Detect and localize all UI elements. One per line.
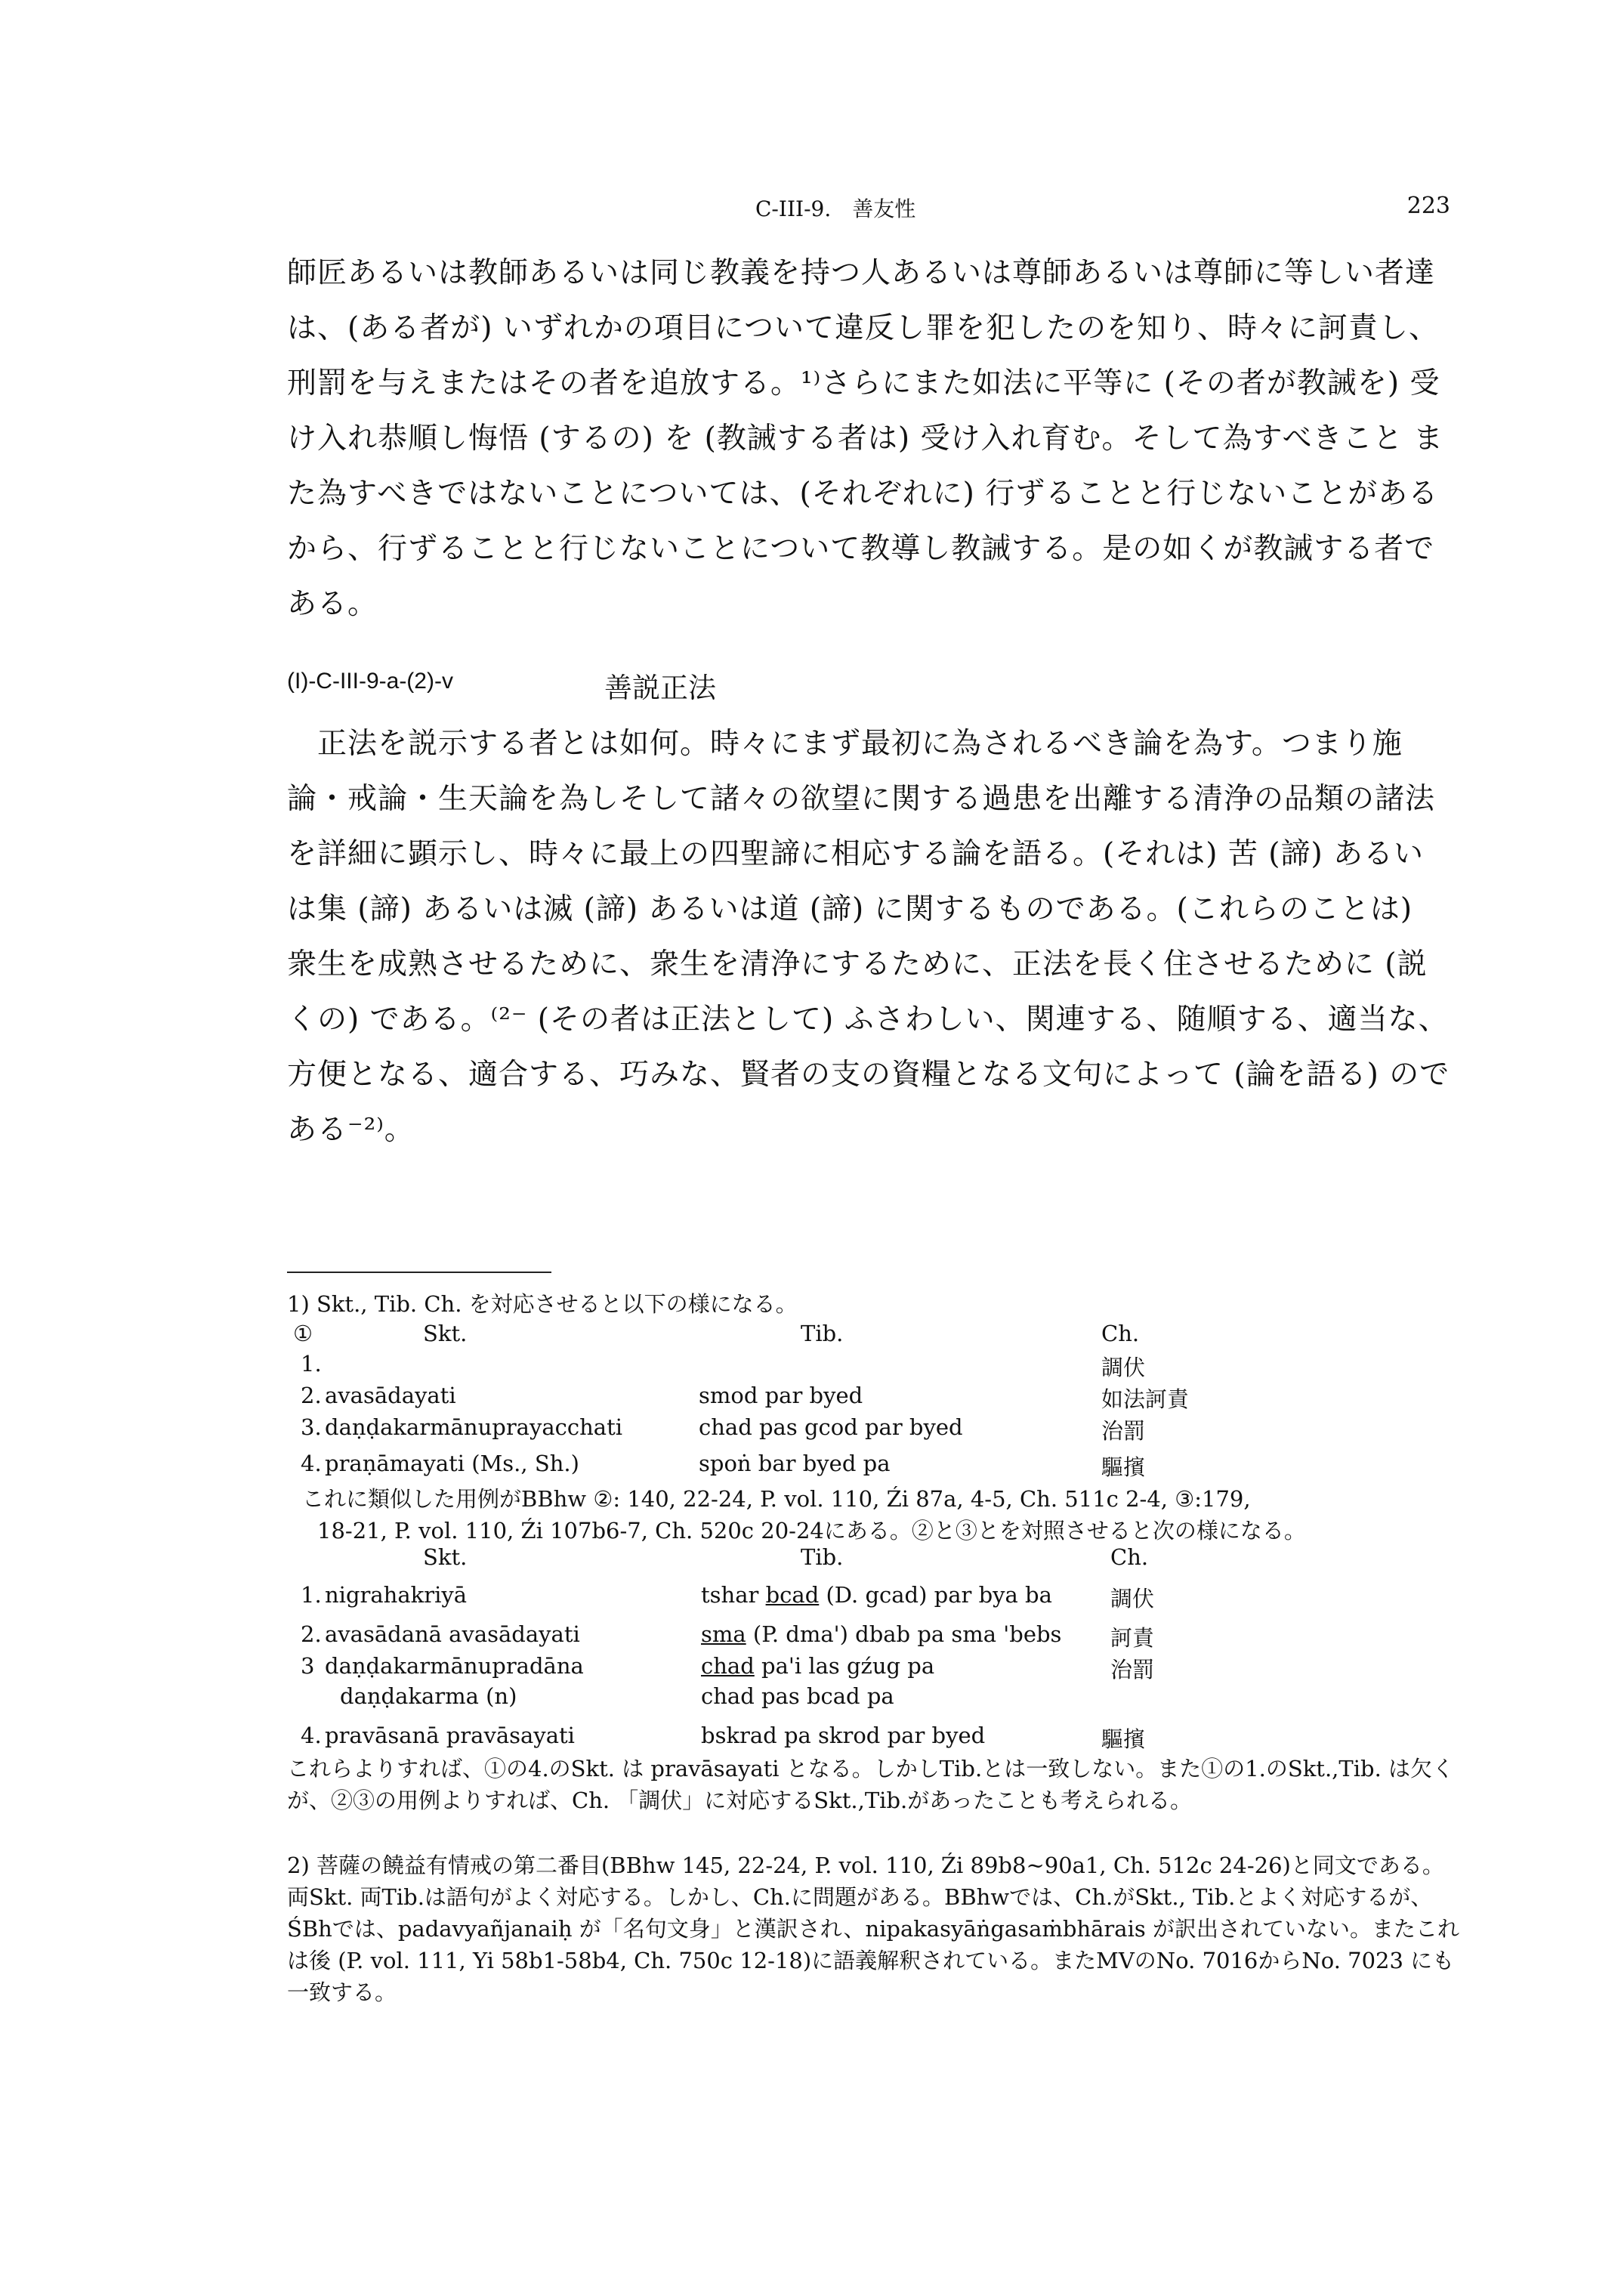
- table2-row: [287, 1683, 1465, 1714]
- tib-underlined: sma: [701, 1621, 746, 1647]
- table1-header-skt: Skt.: [423, 1321, 468, 1346]
- row-tib: [701, 1582, 1052, 1608]
- footnote-2: 2) 菩薩の饒益有情戒の第二番目(BBhw 145, 22-24, P. vol. 110, Źi 89b8~90a1, Ch. 512c 24-26)と同文である。両Skt. 両Tib.は語句がよく対応する。しかし、Ch.に問題がある。BBhwでは、Ch.がSkt., Tib.とよく対応するが、ŚBhでは、padavyañjanaiḥ が「名句文身」と漢訳され、nipakasyāṅgasaṁbhārais が訳出されていない。またこれは後 (P. vol. 111, Yi 58b1-58b4, Ch. 750c 12-18)に語義解釈されている。またMVのNo. 7016からNo. 7023 にも一致する。: [287, 1853, 1459, 2005]
- row-skt: daṇḍakarma (n): [340, 1683, 517, 1709]
- section-code: (I)-C-III-9-a-(2)-v: [287, 669, 453, 694]
- page-number: 223: [1406, 193, 1450, 219]
- tib-pre: chad pas bcad pa: [701, 1683, 894, 1709]
- tib-underlined: chad: [701, 1653, 755, 1679]
- page-header: [287, 193, 1450, 223]
- row-ch: 調伏: [1110, 1586, 1155, 1612]
- table1-row: [287, 1383, 1465, 1413]
- row-num: 2.: [301, 1621, 322, 1647]
- row-tib: [701, 1723, 985, 1748]
- row-num: 2.: [301, 1383, 322, 1408]
- row-ch: 驅擯: [1101, 1454, 1146, 1480]
- tib-post: (P. dma') dbab pa sma 'bebs: [746, 1621, 1062, 1647]
- row-skt: avasādayati: [325, 1383, 456, 1408]
- paragraph-1: 師匠あるいは教師あるいは同じ教義を持つ人あるいは尊師あるいは尊師に等しい者達は、(ある者が) いずれかの項目について違反し罪を犯したのを知り、時々に訶責し、刑罰を与えまたはその者を追放する。¹⁾さらにまた如法に平等に (その者が教誡を) 受け入れ恭順し悔悟 (するの) を (教誡する者は) 受け入れ育む。そして為すべきこと また為すべきではないことについては、(それぞれに) 行ずることと行じないことがあるから、行ずることと行じないことについて教導し教誡する。是の如くが教誡する者である。: [287, 256, 1444, 621]
- row-num: 4.: [301, 1451, 322, 1476]
- row-tib: [701, 1621, 1061, 1647]
- table1-header: [287, 1321, 1465, 1351]
- row-num: 4.: [301, 1723, 322, 1748]
- table2-row: [287, 1723, 1465, 1753]
- running-title: C-III-9. 善友性: [755, 196, 916, 221]
- footnote-1-title: 1) Skt., Tib. Ch. を対応させると以下の様になる。: [287, 1291, 798, 1317]
- paragraph-2: 正法を説示する者とは如何。時々にまず最初に為されるべき論を為す。つまり施論・戒論・生天論を為しそして諸々の欲望に関する過患を出離する清浄の品類の諸法を詳細に顕示し、時々に最上の四聖諦に相応する論を語る。(それは) 苦 (諦) あるいは集 (諦) あるいは滅 (諦) あるいは道 (諦) に関するものである。(これらのことは) 衆生を成熟させるために、衆生を清浄にするために、正法を長く住させるために (説くの) である。⁽²⁻ (その者は正法として) ふさわしい、関連する、随順する、適当な、方便となる、適合する、巧みな、賢者の支の資糧となる文句によって (論を語る) のである⁻²⁾。: [287, 727, 1450, 1147]
- tib-post: (D. gcad) par bya ba: [819, 1582, 1052, 1608]
- section-title: 善説正法: [604, 672, 716, 704]
- table2-row: [287, 1621, 1465, 1652]
- row-ch: 治罰: [1101, 1418, 1146, 1444]
- table1-header-tib: Tib.: [801, 1321, 844, 1346]
- row-tib: [701, 1653, 934, 1679]
- row-skt: praṇāmayati (Ms., Sh.): [325, 1451, 579, 1476]
- table1-mark: ①: [293, 1321, 313, 1346]
- table2-header-tib: Tib.: [801, 1544, 844, 1570]
- tib-underlined: bcad: [765, 1582, 820, 1608]
- row-ch: 訶責: [1110, 1625, 1155, 1651]
- table1-row: [287, 1414, 1465, 1445]
- footnote-1-conclusion: これらよりすれば、①の4.のSkt. は pravāsayati となる。しかしTib.とは一致しない。また①の1.のSkt.,Tib. は欠くが、②③の用例よりすれば、Ch. 「調伏」に対応するSkt.,Tib.があったことも考えられる。: [287, 1756, 1455, 1813]
- row-skt: pravāsanā pravāsayati: [325, 1723, 575, 1748]
- mid-line-2: [302, 1514, 1480, 1544]
- row-skt: daṇḍakarmānupradāna: [325, 1653, 584, 1679]
- row-num: 1.: [301, 1351, 322, 1377]
- row-ch: 治罰: [1110, 1657, 1155, 1683]
- table2-row: [287, 1653, 1465, 1683]
- row-num: 3: [301, 1653, 315, 1679]
- table2-header-ch: Ch.: [1110, 1544, 1149, 1570]
- section-heading: [287, 665, 716, 704]
- mid-line-2-text: 18-21, P. vol. 110, Źi 107b6-7, Ch. 520c 20-24にある。②と③とを対照させると次の様になる。: [317, 1518, 1306, 1544]
- table2-header-skt: Skt.: [423, 1544, 468, 1570]
- row-ch: 如法訶責: [1101, 1386, 1190, 1412]
- row-num: 1.: [301, 1582, 322, 1608]
- table2-header: [287, 1544, 1465, 1574]
- row-ch: 驅擯: [1101, 1726, 1146, 1752]
- tib-pre: bskrad pa skrod par byed: [701, 1723, 986, 1748]
- mid-line-1: [302, 1482, 1480, 1513]
- mid-line-1-text: これに類似した用例がBBhw ②: 140, 22-24, P. vol. 110, Źi 87a, 4-5, Ch. 511c 2-4, ③:179,: [302, 1486, 1251, 1512]
- row-tib: [701, 1683, 894, 1709]
- row-num: 3.: [301, 1414, 322, 1440]
- row-tib: chad pas gcod par byed: [699, 1414, 963, 1440]
- row-skt: avasādanā avasādayati: [325, 1621, 580, 1647]
- tib-post: pa'i las gźug pa: [754, 1653, 935, 1679]
- table2-row: [287, 1582, 1465, 1612]
- footnote-separator: [287, 1272, 551, 1273]
- tib-pre: tshar: [701, 1582, 766, 1608]
- row-ch: 調伏: [1101, 1355, 1146, 1380]
- row-tib: smod par byed: [699, 1383, 863, 1408]
- row-tib: spoṅ bar byed pa: [699, 1451, 891, 1476]
- table1-header-ch: Ch.: [1101, 1321, 1140, 1346]
- row-skt: nigrahakriyā: [325, 1582, 468, 1608]
- table1-row: [287, 1451, 1465, 1481]
- row-skt: daṇḍakarmānuprayacchati: [325, 1414, 623, 1440]
- table1-row: [287, 1351, 1465, 1381]
